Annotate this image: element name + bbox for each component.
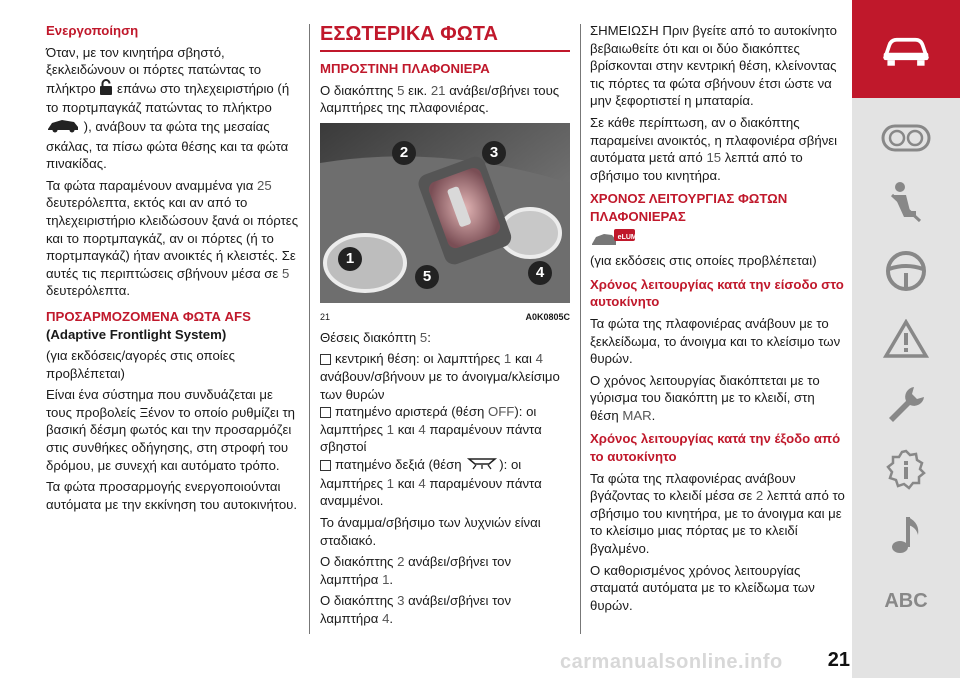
paragraph-switch-2: Ο διακόπτης 2 ανάβει/σβήνει τον λαμπτήρα 1. bbox=[320, 554, 512, 587]
callout-5: 5 bbox=[415, 265, 439, 289]
text: Θέσεις διακόπτη bbox=[320, 329, 417, 345]
paragraph-activation bbox=[46, 44, 300, 173]
callout-4: 4 bbox=[528, 261, 552, 285]
text: Τα φώτα της πλαφονιέρας ανάβουν βγάζοντας το κλειδί μέσα σε bbox=[590, 470, 796, 504]
sidebar-item-warning[interactable] bbox=[880, 316, 932, 362]
sidebar-item-safety[interactable] bbox=[880, 180, 932, 226]
section-title: ΕΣΩΤΕΡΙΚΑ ΦΩΤΑ bbox=[320, 23, 498, 45]
paragraph-afs-desc: Είναι ένα σύστημα που συνδυάζεται με τους προβολείς Ξένον το οποίο ρυθμίζει τη βασική δέσμη φωτός και την προσαρμόζει στις συνθήκες οδήγησης, στη στροφή του δρόμου, με συνεχή και αυτόματο τρόπο. bbox=[46, 387, 295, 473]
column-divider bbox=[309, 24, 310, 634]
number: 5 bbox=[397, 82, 405, 98]
off-label: OFF bbox=[487, 404, 515, 420]
column-3 bbox=[590, 22, 846, 618]
text: και bbox=[397, 421, 415, 437]
text: εικ. bbox=[408, 82, 428, 98]
paragraph-exit bbox=[590, 470, 846, 558]
seatbelt-icon bbox=[886, 181, 926, 225]
heading-entry: Χρόνος λειτουργίας κατά την είσοδο στο αυτοκίνητο bbox=[590, 276, 844, 310]
text: και bbox=[514, 351, 532, 367]
text: παραμένουν πάντα αναμμένοι. bbox=[320, 475, 542, 509]
number: 1 bbox=[386, 475, 395, 491]
text: Ο διακόπτης bbox=[320, 82, 394, 98]
paragraph-gradual: Το άναμμα/σβήσιμο των λυχνιών είναι σταδιακό. bbox=[320, 514, 541, 548]
paragraph-timer-availability: (για εκδόσεις στις οποίες προβλέπεται) bbox=[590, 253, 817, 269]
paragraph-auto-off bbox=[590, 114, 846, 184]
paragraph-duration bbox=[46, 177, 300, 300]
padlock-icon bbox=[99, 79, 113, 100]
column-2 bbox=[320, 22, 570, 632]
text: ανάβει/σβήνει τους λαμπτήρες της πλαφονιέρας. bbox=[320, 82, 560, 116]
paragraph-entry: Τα φώτα της πλαφονιέρας ανάβουν με το ξεκλείδωμα, το άνοιγμα και το κλείσιμο των θυρών. bbox=[590, 315, 841, 367]
text: Ο διακόπτης bbox=[320, 593, 394, 609]
text: ανάβουν/σβήνουν με το άνοιγμα/κλείσιμο των θυρών bbox=[320, 368, 560, 402]
text: κεντρική θέση: οι λαμπτήρες bbox=[335, 351, 501, 367]
text: δευτερόλεπτα. bbox=[46, 283, 130, 299]
checkbox-bullet-icon bbox=[320, 460, 331, 471]
sidebar-item-dashboard[interactable] bbox=[880, 115, 932, 161]
heading-afs: ΠΡΟΣΑΡΜΟΖΟΜΕΝΑ ΦΩΤΑ AFS bbox=[46, 308, 251, 324]
number: 3 bbox=[397, 593, 405, 609]
number: 5 bbox=[419, 329, 428, 345]
checkbox-bullet-icon bbox=[320, 407, 331, 418]
paragraph-entry-stop: Ο χρόνος λειτουργίας διακόπτεται με το γύρισμα του διακόπτη με το κλειδί, στη θέση MAR. bbox=[590, 372, 820, 423]
text: λεπτά από το σβήσιμο του κινητήρα, με το άνοιγμα και με το κλείσιμο μιας πόρτας με το κλειδί βγαλμένο. bbox=[590, 488, 845, 557]
text: λεπτά από το σβήσιμο του κινητήρα. bbox=[590, 150, 803, 183]
text: Όταν, με τον κινητήρα σβηστό, ξεκλειδώνουν οι πόρτες πατώντας το πλήκτρο bbox=[46, 44, 262, 96]
callout-2: 2 bbox=[392, 141, 416, 165]
text: δευτερόλεπτα, εκτός και αν από το τηλεχειριστήριο κλειδώσουν ξανά οι πόρτες και το πορτμπαγκάζ, αν οι πόρτες (ή το πορτμπαγκάζ) ήταν ανοικτές ή κλειστές. Σε αυτές τις περιπτώσεις σβήνουν μέσα σε bbox=[46, 195, 299, 281]
figure-number: 21 bbox=[320, 312, 331, 323]
car-icon bbox=[880, 26, 932, 72]
paragraph-switch bbox=[320, 82, 570, 117]
text: επάνω στο τηλεχειριστήριο (ή το πορτμπαγκάζ πατώντας το πλήκτρο bbox=[46, 80, 290, 116]
column-1 bbox=[46, 22, 300, 517]
number: 21 bbox=[430, 82, 446, 98]
text: πατημένο αριστερά (θέση bbox=[335, 404, 485, 420]
paragraph-note: ΣΗΜΕΙΩΣΗ Πριν βγείτε από το αυτοκίνητο βεβαιωθείτε ότι και οι δύο διακόπτες βρίσκονται στην κεντρική θέση, κλείνοντας τις πόρτες τα φώτα σβήνουν έτσι ώστε να μην ξεφορτιστεί η μπαταρία. bbox=[590, 23, 838, 109]
text: πατημένο δεξιά (θέση bbox=[335, 456, 462, 472]
dashboard-icon bbox=[881, 123, 931, 153]
number: 4 bbox=[418, 475, 426, 491]
number: 2 bbox=[397, 554, 405, 570]
heading-afs-sub: (Adaptive Frontlight System) bbox=[46, 326, 227, 342]
car-trunk-icon bbox=[46, 117, 80, 138]
figure-code: A0K0805C bbox=[525, 312, 570, 323]
paragraph-positions: Θέσεις διακόπτη 5: bbox=[320, 329, 431, 345]
text: ανάβει/σβήνει τον λαμπτήρα bbox=[320, 593, 512, 626]
dome-light-icon bbox=[465, 456, 499, 475]
wrench-icon bbox=[884, 383, 928, 427]
text: ), ανάβουν τα φώτα της μεσαίας σκάλας, τα πίσω φώτα θέσης και τα φώτα πινακίδας. bbox=[46, 118, 289, 172]
column-divider bbox=[580, 24, 581, 634]
text: Τα φώτα παραμένουν αναμμένα για bbox=[46, 177, 254, 193]
number: 25 bbox=[257, 177, 272, 193]
text: Ο διακόπτης bbox=[320, 554, 394, 570]
number: 5 bbox=[281, 265, 290, 281]
sidebar-item-multimedia[interactable] bbox=[880, 512, 932, 558]
bullet-center bbox=[320, 350, 570, 403]
checkbox-bullet-icon bbox=[320, 354, 331, 365]
number: 4 bbox=[418, 421, 426, 437]
text: ): οι λαμπτήρες bbox=[320, 456, 522, 491]
text: ): οι λαμπτήρες bbox=[320, 404, 537, 437]
number: 4 bbox=[535, 351, 543, 367]
sidebar-item-driving[interactable] bbox=[880, 248, 932, 294]
text: και bbox=[397, 475, 415, 491]
paragraph-switch-3: Ο διακόπτης 3 ανάβει/σβήνει τον λαμπτήρα 4. bbox=[320, 593, 512, 626]
info-icon bbox=[884, 449, 928, 493]
figure-ceiling-light bbox=[320, 123, 570, 323]
number: 1 bbox=[382, 571, 390, 587]
sidebar-item-index[interactable] bbox=[880, 578, 932, 624]
heading-timer: ΧΡΟΝΟΣ ΛΕΙΤΟΥΡΓΙΑΣ ΦΩΤΩΝ ΠΛΑΦΟΝΙΕΡΑΣ bbox=[590, 191, 788, 224]
paragraph-exit-stop: Ο καθορισμένος χρόνος λειτουργίας σταματά αυτόματα με το κλείδωμα των θυρών. bbox=[590, 562, 815, 613]
watermark: carmanualsonline.info bbox=[560, 651, 783, 673]
mar-label: MAR bbox=[622, 407, 652, 423]
callout-3: 3 bbox=[482, 141, 506, 165]
title-rule bbox=[320, 50, 570, 52]
number: 1 bbox=[503, 351, 512, 367]
music-icon bbox=[888, 513, 924, 557]
sidebar-item-maintenance[interactable] bbox=[880, 382, 932, 428]
number: 15 bbox=[706, 150, 722, 166]
abc-icon: ABC bbox=[884, 589, 928, 612]
callout-1: 1 bbox=[338, 247, 362, 271]
text: Σε κάθε περίπτωση, αν ο διακόπτης παραμείνει ανοικτός, η πλαφονιέρα σβήνει αυτόματα μετά από bbox=[590, 114, 838, 166]
heading-front-light: ΜΠΡΟΣΤΙΝΗ ΠΛΑΦΟΝΙΕΡΑ bbox=[320, 61, 490, 76]
elum-badge bbox=[590, 228, 846, 253]
paragraph-afs-auto: Τα φώτα προσαρμογής ενεργοποιούνται αυτόματα με την εκκίνηση του αυτοκινήτου. bbox=[46, 479, 298, 512]
bullet-left bbox=[320, 403, 570, 456]
number: 1 bbox=[386, 421, 395, 437]
paragraph-afs-availability: (για εκδόσεις/αγορές στις οποίες προβλέπεται) bbox=[46, 348, 235, 381]
warning-icon bbox=[883, 319, 929, 359]
heading-activation: Ενεργοποίηση bbox=[46, 23, 139, 38]
text: ανάβει/σβήνει τον λαμπτήρα bbox=[320, 554, 512, 587]
number: 4 bbox=[382, 610, 390, 626]
steering-wheel-icon bbox=[884, 249, 928, 293]
sidebar-item-car[interactable] bbox=[852, 0, 960, 98]
text: Ο χρόνος λειτουργίας διακόπτεται με το γύρισμα του διακόπτη με το κλειδί, στη θέση bbox=[590, 372, 820, 423]
bullet-right bbox=[320, 456, 570, 510]
elum-label: eLUM bbox=[617, 234, 637, 242]
number: 2 bbox=[755, 488, 764, 504]
text: παραμένουν πάντα σβηστοί bbox=[320, 421, 542, 455]
heading-exit: Χρόνος λειτουργίας κατά την έξοδο από το αυτοκίνητο bbox=[590, 431, 841, 465]
page-number: 21 bbox=[827, 649, 850, 671]
chapter-sidebar bbox=[852, 0, 960, 678]
sidebar-item-info[interactable] bbox=[880, 448, 932, 494]
